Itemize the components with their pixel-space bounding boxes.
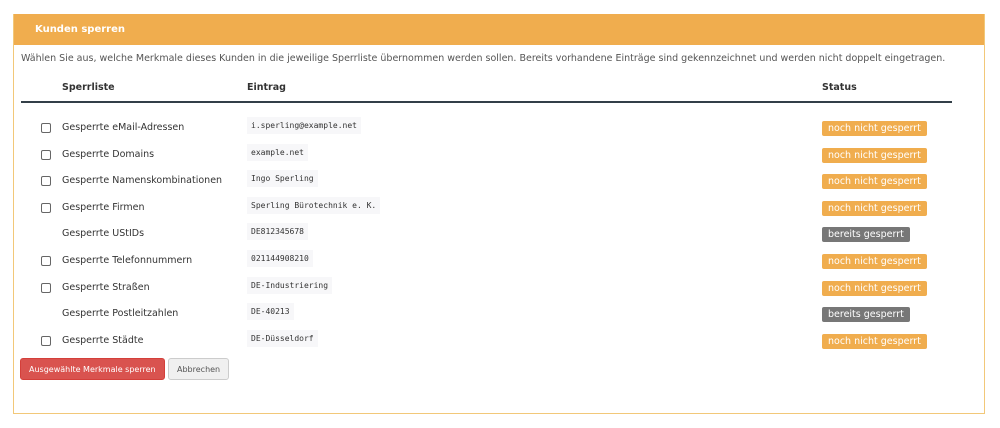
row-label: Gesperrte Straßen	[62, 281, 150, 293]
row-label: Gesperrte Postleitzahlen	[62, 308, 179, 320]
table-row	[21, 275, 952, 302]
block-selected-button[interactable]: Ausgewählte Merkmale sperren	[20, 358, 165, 380]
row-label: Gesperrte Namenskombinationen	[62, 175, 223, 187]
row-label: Gesperrte Telefonnummern	[62, 255, 193, 266]
status-badge: noch nicht gesperrt	[822, 334, 927, 349]
row-entry: DE-Industriering	[247, 277, 332, 294]
status-badge: bereits gesperrt	[822, 227, 910, 242]
table-row	[21, 168, 952, 195]
status-badge: noch nicht gesperrt	[822, 281, 927, 296]
status-badge: noch nicht gesperrt	[822, 121, 927, 136]
header-status: Status	[822, 82, 857, 93]
row-checkbox[interactable]	[41, 123, 51, 133]
header-eintrag: Eintrag	[247, 82, 286, 93]
row-entry: DE-40213	[247, 303, 294, 320]
table-row	[21, 142, 952, 169]
row-checkbox[interactable]	[41, 283, 51, 293]
row-label: Gesperrte Städte	[62, 334, 144, 346]
panel-title: Kunden sperren	[14, 14, 984, 45]
row-label: Gesperrte Firmen	[62, 201, 145, 213]
row-label: Gesperrte eMail-Adressen	[62, 122, 185, 133]
row-checkbox[interactable]	[41, 176, 51, 186]
status-badge: noch nicht gesperrt	[822, 201, 927, 216]
row-checkbox[interactable]	[41, 203, 51, 213]
table-row	[21, 301, 952, 328]
row-label: Gesperrte UStIDs	[62, 228, 145, 240]
status-badge: noch nicht gesperrt	[822, 174, 927, 189]
row-entry: DE812345678	[247, 223, 308, 240]
row-entry: 021144908210	[247, 250, 313, 267]
row-entry: Sperling Bürotechnik e. K.	[247, 197, 380, 214]
row-entry: i.sperling@example.net	[247, 117, 361, 134]
row-checkbox[interactable]	[41, 256, 51, 266]
table-row	[21, 115, 952, 142]
row-entry: example.net	[247, 144, 308, 161]
table-row	[21, 248, 952, 275]
status-badge: noch nicht gesperrt	[822, 148, 927, 163]
table-row	[21, 195, 952, 222]
table-row	[21, 328, 952, 355]
header-sperrliste: Sperrliste	[62, 82, 115, 93]
table-header	[21, 82, 952, 103]
row-checkbox[interactable]	[41, 150, 51, 160]
table-row	[21, 221, 952, 248]
row-checkbox[interactable]	[41, 336, 51, 346]
row-entry: Ingo Sperling	[247, 170, 318, 187]
status-badge: bereits gesperrt	[822, 307, 910, 322]
intro-text: Wählen Sie aus, welche Merkmale dieses Kunden in die jeweilige Sperrliste übernommen werden sollen. Bereits vorhandene Einträge sind gekennzeichnet und werden nicht doppelt eingetragen.	[21, 53, 946, 64]
cancel-button[interactable]: Abbrechen	[168, 358, 229, 380]
row-entry: DE-Düsseldorf	[247, 330, 318, 347]
row-label: Gesperrte Domains	[62, 148, 155, 160]
status-badge: noch nicht gesperrt	[822, 254, 927, 269]
